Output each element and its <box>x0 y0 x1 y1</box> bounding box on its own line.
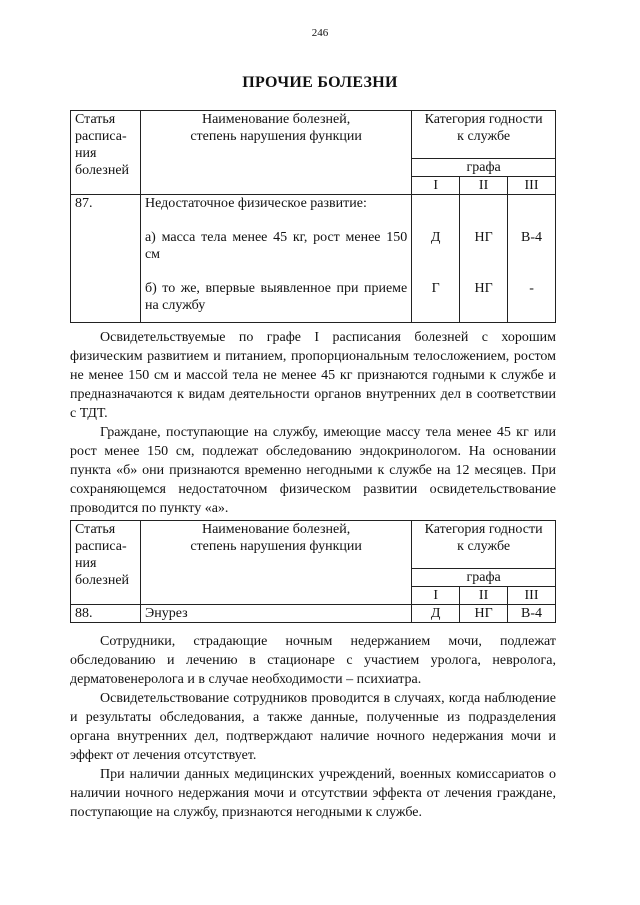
header-article-line: ния <box>75 146 97 161</box>
header-category-line: к службе <box>457 539 511 554</box>
header-article-line: болезней <box>75 163 130 178</box>
header-article-line: расписа- <box>75 539 127 554</box>
header-article-line: ния <box>75 556 97 571</box>
header-category-line: к службе <box>457 129 511 144</box>
disease-table-87 <box>70 110 556 323</box>
paragraph: Граждане, поступающие на службу, имеющие массу тела менее 45 кг или рост менее 150 см, подлежат обследованию эндокринологом. На основании пункта «б» они признаются временно негодными к службе на 12 месяцев. При сохраняющемся недостаточном физическом развитии освидетельствование проводится по пункту «а». <box>70 425 556 516</box>
disease-description <box>140 195 411 323</box>
header-col-3: III <box>508 587 556 605</box>
paragraph: Сотрудники, страдающие ночным недержанием мочи, подлежат обследованию и лечению в стационаре с участием уролога, невролога, дерматовенеролога и в случае необходимости – психиатра. <box>70 634 556 687</box>
header-name-cell <box>140 521 411 605</box>
header-category-cell <box>412 111 556 159</box>
value-a-col3: В-4 <box>521 230 543 245</box>
value-col2: НГ <box>460 605 508 623</box>
header-name-cell <box>140 111 411 195</box>
header-category-line: Категория годности <box>424 522 543 537</box>
section-title: ПРОЧИЕ БОЛЕЗНИ <box>242 74 398 91</box>
disease-title: Недостаточное физическое развитие: <box>144 196 367 211</box>
header-article-cell <box>71 111 141 195</box>
header-col-2: II <box>460 587 508 605</box>
header-article-line: расписа- <box>75 129 127 144</box>
value-b-col3: - <box>529 281 534 296</box>
header-grafa: графа <box>412 569 556 587</box>
value-b-col2: НГ <box>474 281 493 296</box>
paragraph: Освидетельствуемые по графе I расписания болезней с хорошим физическим развитием и питанием, пропорциональным телосложением, ростом не менее 150 см и массой тела не менее 45 кг признаются годными к службе и предназначаются к видам деятельности органов внутренних дел в соответствии с ТДТ. <box>70 330 556 421</box>
header-category-line: Категория годности <box>424 112 543 127</box>
header-col-3: III <box>508 177 556 195</box>
header-col-1: I <box>412 177 460 195</box>
value-col3: В-4 <box>508 605 556 623</box>
article-number: 88. <box>71 605 141 623</box>
header-grafa: графа <box>412 159 556 177</box>
header-article-line: болезней <box>75 573 130 588</box>
header-article-line: Статья <box>75 522 116 537</box>
paragraph: При наличии данных медицинских учреждений, военных комиссариатов о наличии ночного недержания мочи и отсутствии эффекта от лечения граждане, поступающие на службу, признаются негодными к службе. <box>70 767 556 820</box>
header-col-1: I <box>412 587 460 605</box>
col2-values <box>460 195 508 323</box>
header-category-cell <box>412 521 556 569</box>
disease-table-88 <box>70 520 556 623</box>
value-b-col1: Г <box>431 281 440 296</box>
header-article-line: Статья <box>75 112 116 127</box>
value-a-col2: НГ <box>474 230 493 245</box>
header-name-line: Наименование болезней, <box>201 112 351 127</box>
subitem-a-text: а) масса тела менее 45 кг, рост менее 150 см <box>144 230 408 262</box>
disease-name: Энурез <box>140 605 411 623</box>
subitem-b-text: б) то же, впервые выявленное при приеме на службу <box>144 281 408 313</box>
article-number: 87. <box>71 195 141 323</box>
header-col-2: II <box>460 177 508 195</box>
col3-values <box>508 195 556 323</box>
value-a-col1: Д <box>430 230 441 245</box>
paragraph: Освидетельствование сотрудников проводится в случаях, когда наблюдение и результаты обследования, а также данные, полученные из подразделения органа внутренних дел, подтверждают наличие ночного недержания мочи и эффект от лечения отсутствует. <box>70 691 556 763</box>
header-name-line: степень нарушения функции <box>190 539 362 554</box>
header-name-line: степень нарушения функции <box>190 129 362 144</box>
header-name-line: Наименование болезней, <box>201 522 351 537</box>
header-article-cell <box>71 521 141 605</box>
col1-values <box>412 195 460 323</box>
value-col1: Д <box>412 605 460 623</box>
page-number: 246 <box>311 27 329 39</box>
